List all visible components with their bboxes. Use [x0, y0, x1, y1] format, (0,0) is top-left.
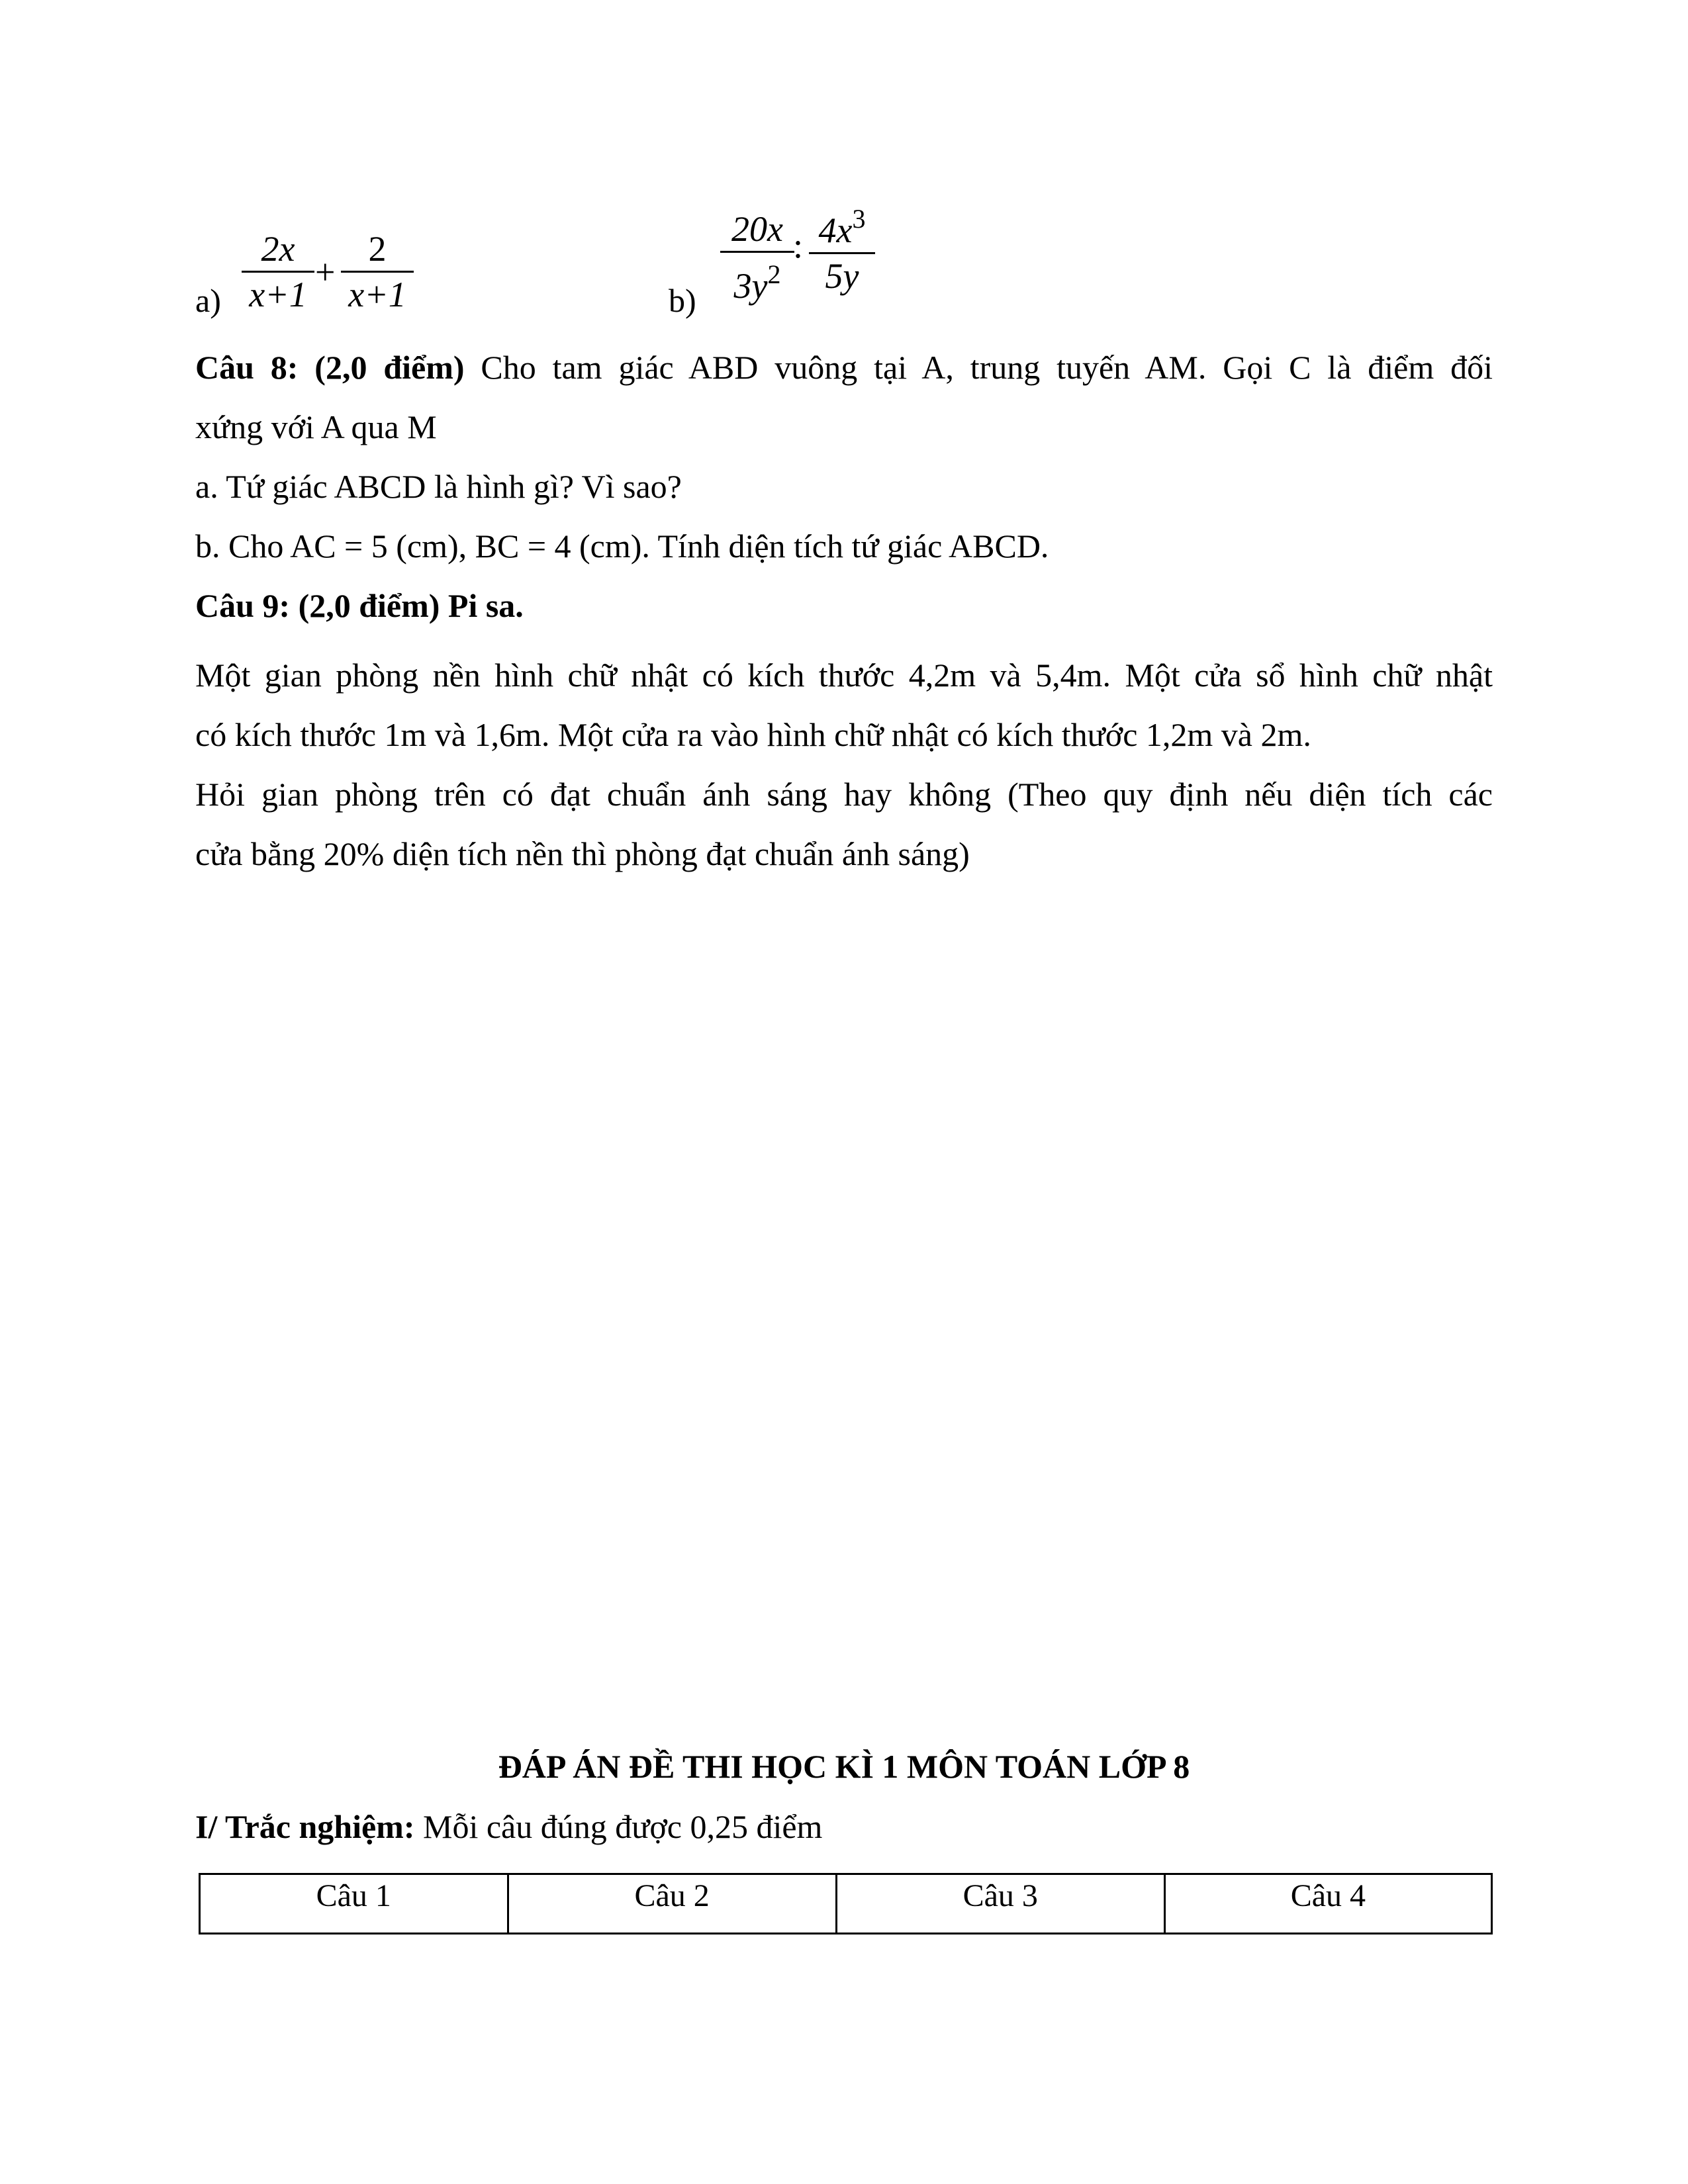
fraction-b1-numerator: 20x	[731, 209, 783, 249]
fraction-b1	[720, 208, 794, 306]
fraction-a1-numerator: 2x	[261, 229, 295, 269]
answer-table-header-4: Câu 4	[1164, 1874, 1491, 1934]
fraction-b2	[809, 199, 875, 296]
answer-table-header-1: Câu 1	[200, 1874, 508, 1934]
q9-line-1: Một gian phòng nền hình chữ nhật có kích thước 4,2m và 5,4m. Một cửa sổ hình chữ nhật	[195, 657, 1493, 694]
q8-part-b: b. Cho AC = 5 (cm), BC = 4 (cm). Tính diện tích tứ giác ABCD.	[195, 527, 1049, 565]
answer-table-header-2: Câu 2	[508, 1874, 836, 1934]
q9-heading: Câu 9: (2,0 điểm) Pi sa.	[195, 587, 524, 624]
answer-table-header-3: Câu 3	[836, 1874, 1164, 1934]
expression-b-label: b)	[669, 282, 696, 319]
divide-operator: :	[793, 226, 804, 265]
fraction-a1-denominator: x+1	[249, 275, 307, 314]
fraction-a2-numerator: 2	[368, 229, 387, 269]
fraction-a1	[242, 228, 314, 315]
plus-operator: +	[315, 252, 336, 292]
answer-table-header-row	[200, 1874, 1492, 1934]
q8-heading: Câu 8: (2,0 điểm)	[195, 349, 465, 386]
q8-part-a: a. Tứ giác ABCD là hình gì? Vì sao?	[195, 468, 682, 505]
answer-table	[199, 1873, 1493, 1934]
fraction-b2-denominator: 5y	[825, 256, 859, 296]
fraction-b1-denominator: $3y^2$	[733, 259, 781, 306]
q9-line-3: Hỏi gian phòng trên có đạt chuẩn ánh sáng hay không (Theo quy định nếu diện tích các	[195, 776, 1493, 813]
answer-title: ĐÁP ÁN ĐỀ THI HỌC KÌ 1 MÔN TOÁN LỚP 8	[498, 1748, 1190, 1785]
answer-section-label: I/ Trắc nghiệm: Mỗi câu đúng được 0,25 điểm	[195, 1808, 823, 1845]
fraction-b2-numerator: $4x^3$	[818, 204, 866, 250]
expression-a-label: a)	[195, 282, 221, 319]
q9-line-2: có kích thước 1m và 1,6m. Một cửa ra vào hình chữ nhật có kích thước 1,2m và 2m.	[195, 716, 1311, 753]
q8-line-1: Câu 8: (2,0 điểm) Cho tam giác ABD vuông tại A, trung tuyến AM. Gọi C là điểm đối	[195, 349, 1493, 386]
fraction-a2	[341, 228, 414, 315]
q8-line-2: xứng với A qua M	[195, 408, 437, 445]
q9-line-4: cửa bằng 20% diện tích nền thì phòng đạt chuẩn ánh sáng)	[195, 835, 970, 872]
fraction-a2-denominator: x+1	[348, 275, 406, 314]
